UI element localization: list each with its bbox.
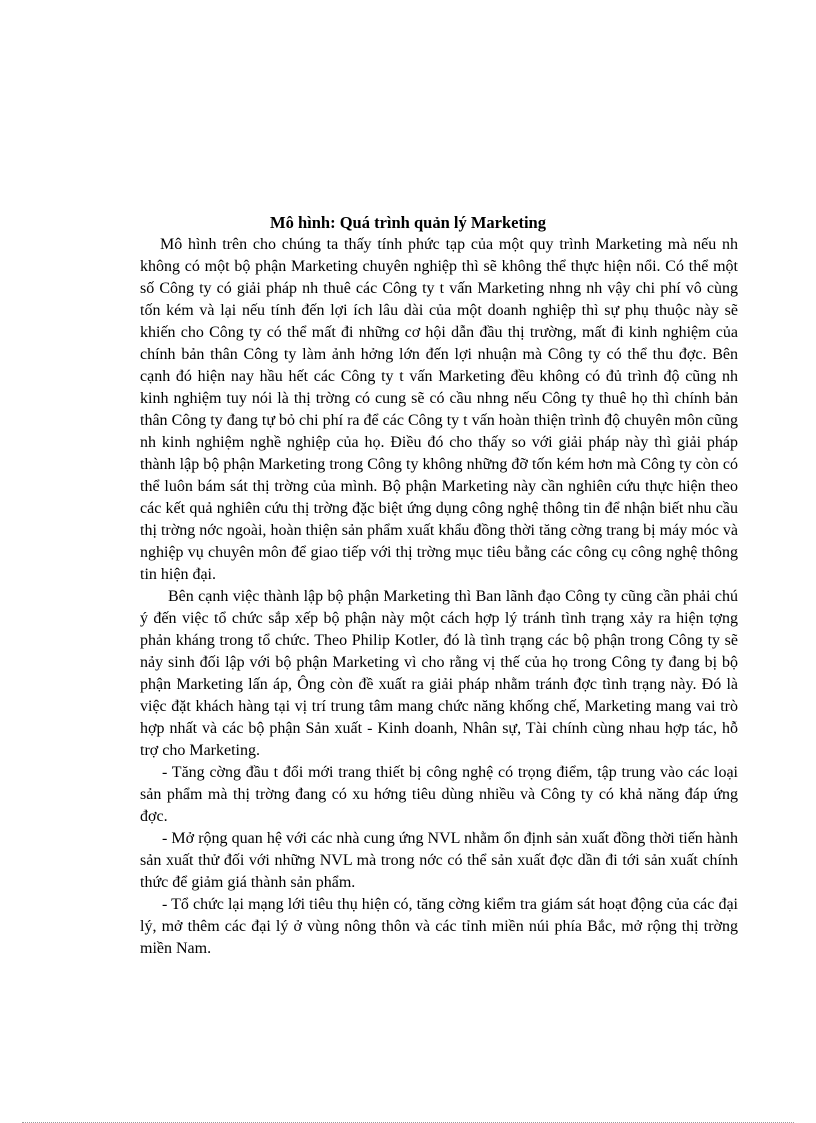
bullet-paragraph-3: - Tổ chức lại mạng lới tiêu thụ hiện có, tăng cờng kiểm tra giám sát hoạt động của các đại lý, mở thêm các đại lý ở vùng nông thôn và các tỉnh miền núi phía Bắc, mở rộng thị trờng miền Nam. [140, 896, 738, 957]
bullet-paragraph-2: - Mở rộng quan hệ với các nhà cung ứng NVL nhằm ổn định sản xuất đồng thời tiến hành sản xuất thử đối với những NVL mà trong nớc có thể sản xuất đợc dần đi tới sản xuất chính thức để giảm giá thành sản phẩm. [140, 830, 738, 891]
bullet-paragraph-1: - Tăng cờng đầu t đổi mới trang thiết bị công nghệ có trọng điểm, tập trung vào các loại sản phẩm mà thị trờng đang có xu hớng tiêu dùng nhiều và Công ty có khả năng đáp ứng đợc. [140, 764, 738, 825]
document-body [140, 234, 738, 960]
paragraph-1: Mô hình trên cho chúng ta thấy tính phức tạp của một quy trình Marketing mà nếu nh không có một bộ phận Marketing chuyên nghiệp thì sẽ không thể thực hiện nổi. Có thể một số Công ty có giải pháp nh thuê các Công ty t vấn Marketing nhng nh vậy chi phí vô cùng tốn kém và lại nếu tính đến lợi ích lâu dài của một doanh nghiệp thì sự phụ thuộc này sẽ khiến cho Công ty có thể mất đi những cơ hội dẫn đầu thị trường, mất đi kinh nghiệm của chính bản thân Công ty làm ảnh hởng lớn đến lợi nhuận mà Công ty có thể thu đợc. Bên cạnh đó hiện nay hầu hết các Công ty t vấn Marketing đều không có đủ trình độ cũng nh kinh nghiệm tuy nói là thị trờng có cung sẽ có cầu nhng nếu Công ty thuê họ thì chính bản thân Công ty đang tự bỏ chi phí ra để các Công ty t vấn hoàn thiện trình độ chuyên môn cũng nh kinh nghiệm nghề nghiệp của họ. Điều đó cho thấy so với giải pháp này thì giải pháp thành lập bộ phận Marketing trong Công ty không những đỡ tốn kém hơn mà Công ty còn có thể luôn bám sát thị trờng của mình. Bộ phận Marketing này cần nghiên cứu thực hiện theo các kết quả nghiên cứu thị trờng đặc biệt ứng dụng công nghệ thông tin để nhận biết nhu cầu thị trờng nớc ngoài, hoàn thiện sản phẩm xuất khẩu đồng thời tăng cờng trang bị máy móc và nghiệp vụ chuyên môn để giao tiếp với thị trờng mục tiêu bằng các công cụ công nghệ thông tin hiện đại. [140, 236, 738, 583]
figure-caption-title: Mô hình: Quá trình quản lý Marketing [270, 213, 546, 232]
paragraph-2: Bên cạnh việc thành lập bộ phận Marketing thì Ban lãnh đạo Công ty cũng cần phải chú ý đến việc tổ chức sắp xếp bộ phận này một cách hợp lý tránh tình trạng xảy ra hiện tợng phản kháng trong tổ chức. Theo Philip Kotler, đó là tình trạng các bộ phận trong Công ty sẽ nảy sinh đối lập với bộ phận Marketing vì cho rằng vị thế của họ trong Công ty đang bị bộ phận Marketing lấn áp, Ông còn đề xuất ra giải pháp nhằm tránh đợc tình trạng này. Đó là việc đặt khách hàng tại vị trí trung tâm mang chức năng khống chế, Marketing mang vai trò hợp nhất và các bộ phận Sản xuất - Kinh doanh, Nhân sự, Tài chính cùng nhau hợp tác, hỗ trợ cho Marketing. [140, 588, 738, 759]
